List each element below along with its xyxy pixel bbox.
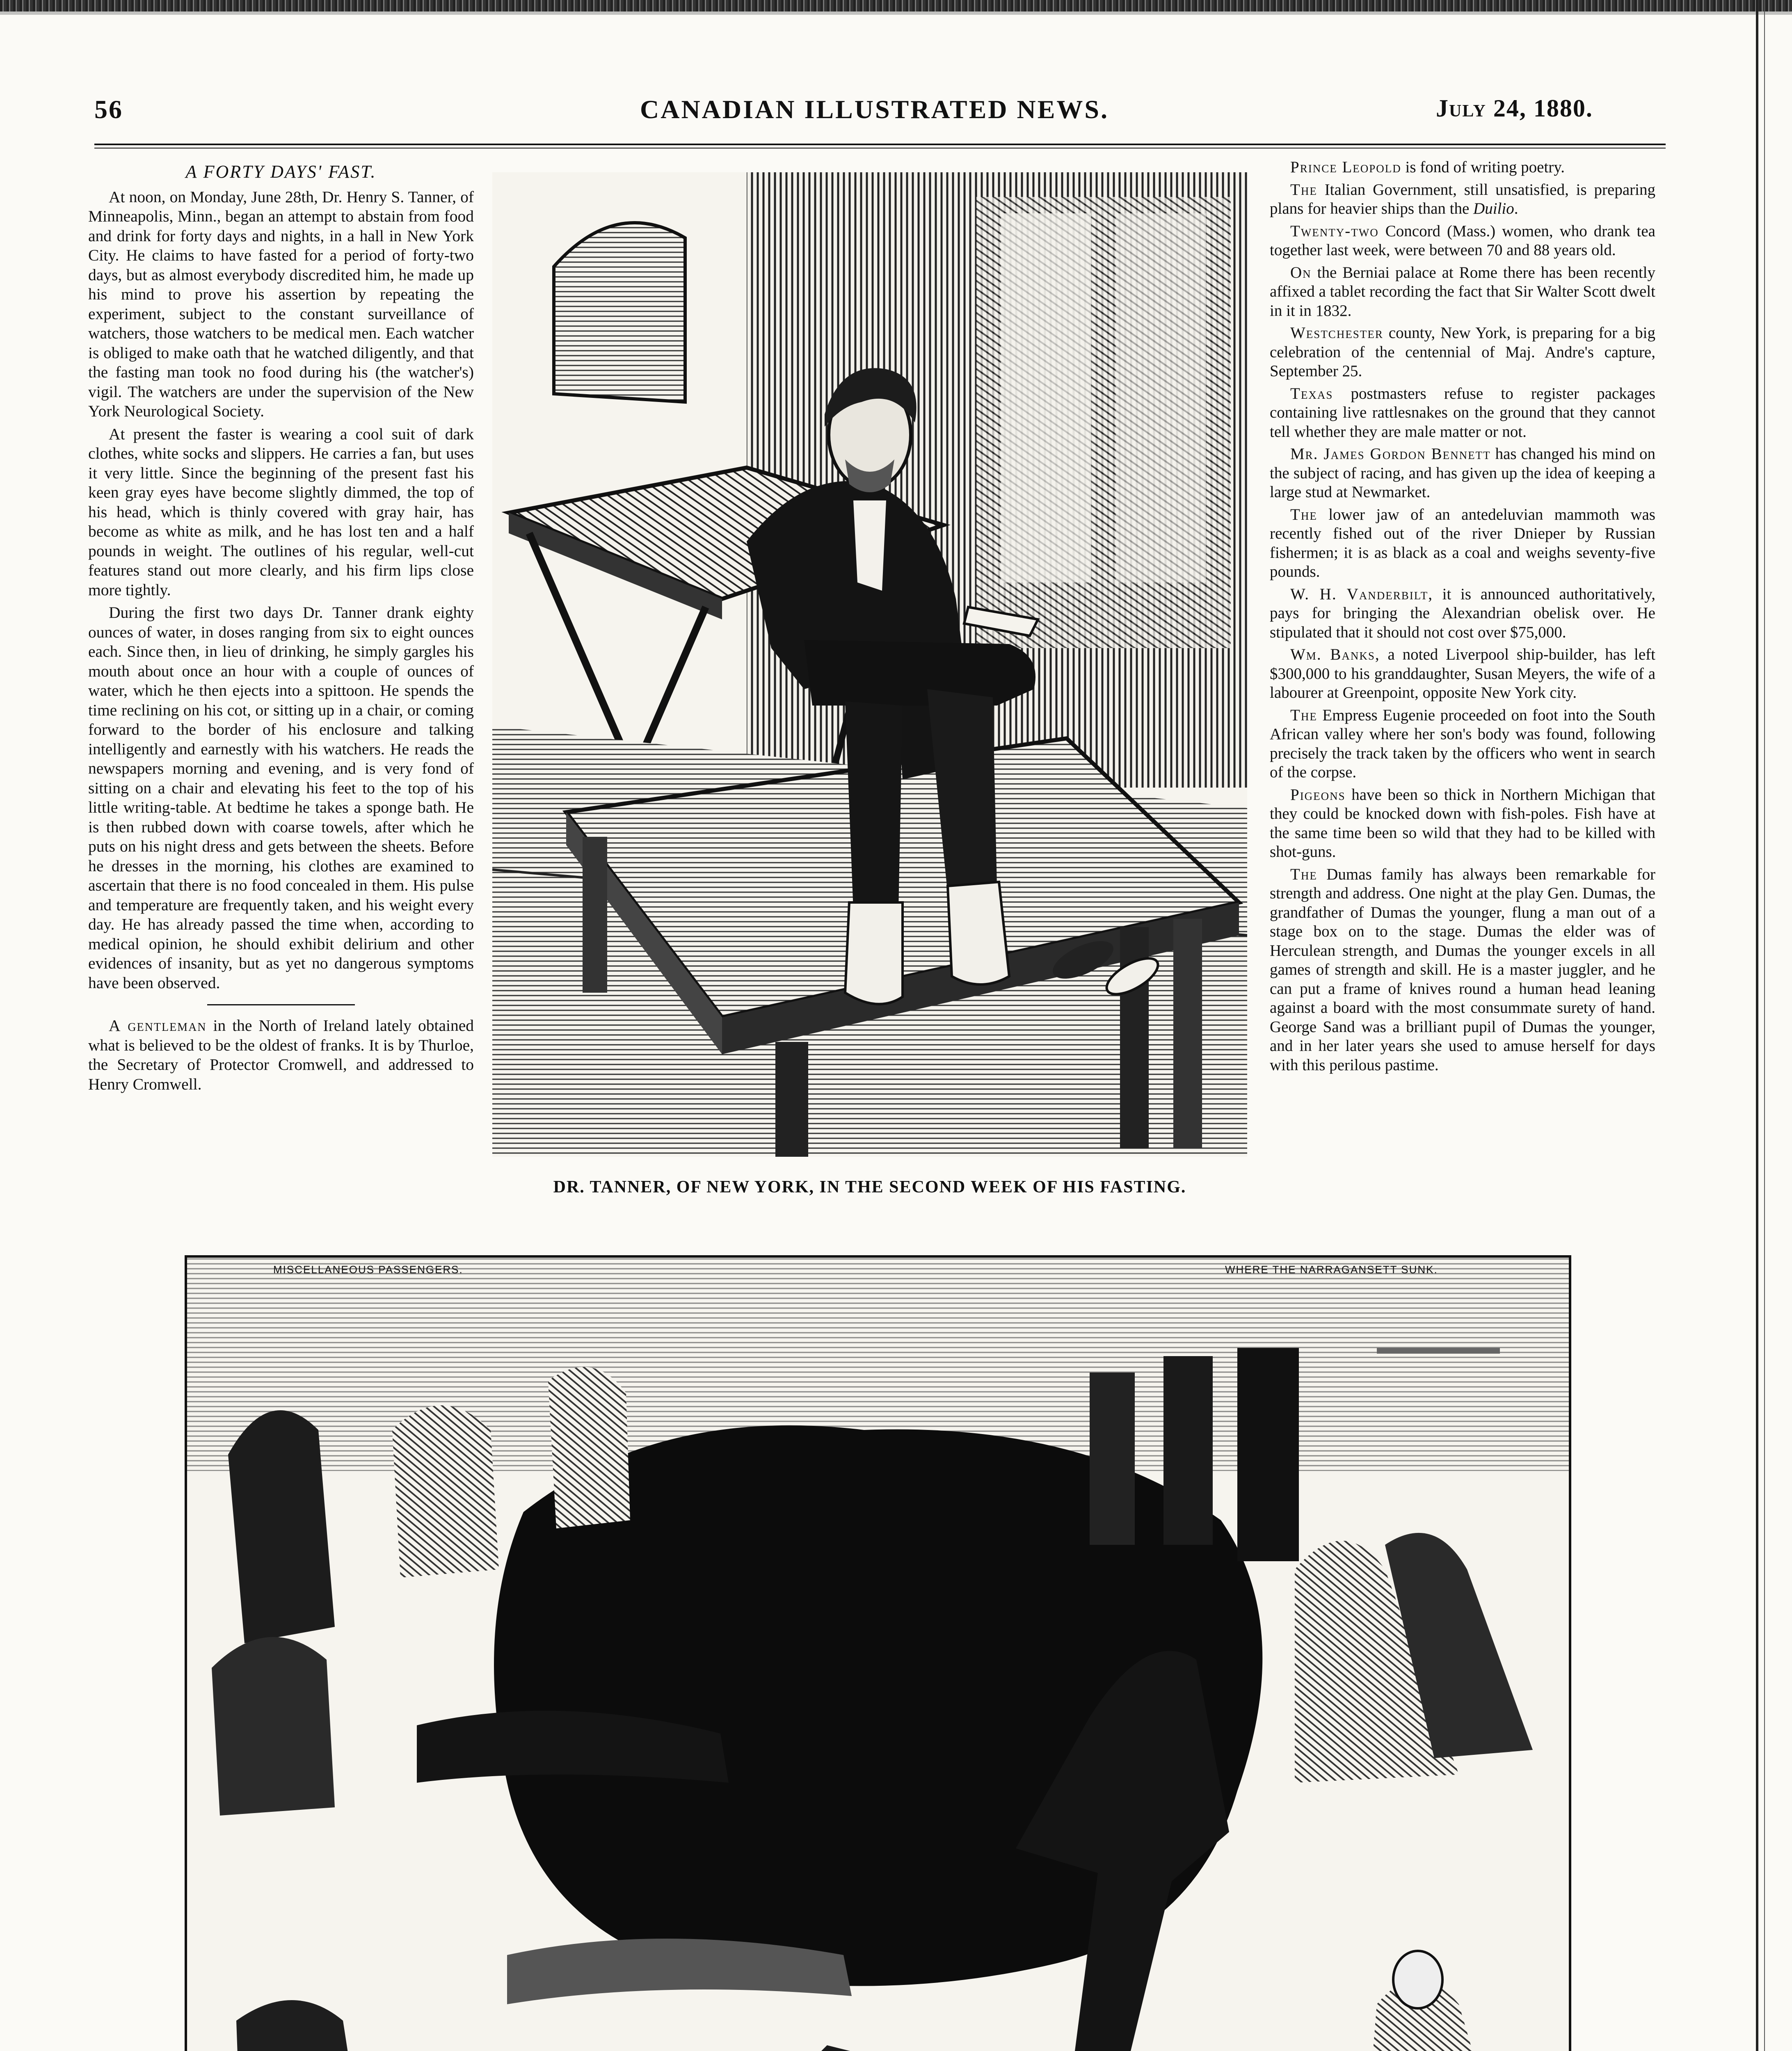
page-number: 56: [94, 95, 123, 124]
tanner-engraving: [492, 172, 1247, 1157]
label-narragansett: WHERE THE NARRAGANSETT SUNK.: [1225, 1263, 1438, 1276]
news-item-lead: Twenty-two: [1290, 222, 1379, 240]
news-item: [1270, 445, 1655, 502]
news-item-text: it is announced authoritatively, pays for bringing the Alexandrian obelisk over. He stipulated that it should not cost over $75,000.: [1270, 585, 1655, 641]
news-item-text: postmasters refuse to register packages containing live rattlesnakes on the ground that they cannot tell whether they are male matter or not.: [1270, 384, 1655, 441]
header-rule: [94, 144, 1666, 145]
news-item: [1270, 324, 1655, 381]
news-item-lead: Mr. James Gordon Bennett: [1290, 445, 1491, 463]
news-item-text: has changed his mind on the subject of racing, and has given up the idea of keeping a large stud at Newmarket.: [1270, 445, 1655, 501]
article-paragraph-1: At noon, on Monday, June 28th, Dr. Henry S. Tanner, of Minneapolis, Minn., began an attempt to abstain from food and drink for forty days and nights, in a hall in New York City. He claims to have fasted for a period of forty-two days, but as almost everybody discredited him, he made up his mind to prove his assertion by repeating the experiment, subject to the constant surveillance of watchers, those watchers to be medical men. Each watcher is obliged to make oath that he watched diligently, and that the fasting man took no food during his (the watcher's) vigil. The watchers are under the supervision of the New York Neurological Society.: [88, 187, 474, 420]
frank-note: [88, 1016, 474, 1094]
tanner-caption: DR. TANNER, OF NEW YORK, IN THE SECOND WEEK OF HIS FASTING.: [553, 1178, 1186, 1197]
scan-right-edge: [1756, 0, 1758, 2051]
scan-top-edge: [0, 0, 1792, 11]
news-item-text: the Berniai palace at Rome there has been recently affixed a tablet recording the fact that Sir Walter Scott dwelt in it in 1832.: [1270, 263, 1655, 320]
frank-note-text: in the North of Ireland lately obtained what is believed to be the oldest of franks. It is by Thurloe, the Secretary of Protector Cromwell, and addressed to Henry Cromwell.: [88, 1016, 474, 1093]
news-item-lead: Prince Leopold: [1290, 158, 1401, 176]
news-item: [1270, 865, 1655, 1075]
frank-note-lead: A gentleman: [109, 1016, 207, 1035]
news-item-text: lower jaw of an antedeluvian mammoth was recently fished out of the river Dnieper by Russian fishermen; it is as black as a coal and weighs seventy-five pounds.: [1270, 505, 1655, 580]
news-item-tail: .: [1514, 200, 1518, 217]
excursion-engraving: [185, 1255, 1571, 2051]
article-paragraph-2: At present the faster is wearing a cool suit of dark clothes, white socks and slippers. He carries a fan, but uses it very little. Since the beginning of the present fast his keen gray eyes have become slightly dimmed, the top of his head, which is thinly covered with gray hair, has become as white as milk, and he has lost ten and a half pounds in weight. The outlines of his regular, well-cut features stand out more clearly, and his firm lips close more tightly.: [88, 425, 474, 599]
news-item-lead: On: [1290, 263, 1312, 281]
news-item: [1270, 706, 1655, 782]
left-column: [88, 162, 474, 1097]
news-item-lead: Pigeons: [1290, 786, 1346, 804]
news-item-italic: Duilio: [1473, 200, 1514, 217]
news-item-text: county, New York, is preparing for a big celebration of the centennial of Maj. Andre's capture, September 25.: [1270, 324, 1655, 380]
article-paragraph-3: During the first two days Dr. Tanner drank eighty ounces of water, in doses ranging from six to eight ounces each. Since then, in lieu of drinking, he simply gargles his mouth about once an hour with a couple of ounces of water, which he then ejects into a spittoon. He spends the time reclining on his cot, or sitting up in a chair, or coming forward to the border of his enclosure and talking intelligently and earnestly with his watchers. He reads the newspapers morning and evening, and is very fond of sitting on a chair and elevating his feet to the top of his little writing-table. At bedtime he takes a sponge bath. He is then rubbed down with coarse towels, after which he puts on his night dress and gets between the sheets. Before he dresses in the morning, his clothes are examined to ascertain that there is no food concealed in them. His pulse and temperature are frequently taken, and his weight every day. He has already passed the time when, according to medical opinion, he should exhibit delirium and other evidences of insanity, but as yet no dangerous symptoms have been observed.: [88, 603, 474, 992]
news-item-text: a noted Liverpool ship-builder, has left $300,000 to his granddaughter, Susan Meyers, the wife of a labourer at Greenpoint, opposite New York city.: [1270, 646, 1655, 701]
news-item: [1270, 505, 1655, 582]
masthead-title: CANADIAN ILLUSTRATED NEWS.: [640, 95, 1109, 124]
news-item-lead: Wm. Banks,: [1290, 646, 1380, 663]
news-item-text: have been so thick in Northern Michigan that they could be knocked down with fish-poles. Fish have at the same time been so wild that they had to be killed with shot-guns.: [1270, 786, 1655, 861]
news-item-text: Empress Eugenie proceeded on foot into the South African valley where her son's body was found, following precisely the track taken by the officers who went in search of the corpse.: [1270, 706, 1655, 781]
news-item-lead: The: [1290, 865, 1317, 883]
news-item: [1270, 158, 1655, 177]
article-heading: A FORTY DAYS' FAST.: [185, 162, 377, 182]
news-item: [1270, 384, 1655, 442]
news-item: [1270, 645, 1655, 703]
news-item-lead: The: [1290, 180, 1317, 199]
news-item-lead: The: [1290, 706, 1317, 724]
column-divider: [207, 1004, 355, 1005]
news-item-lead: Westchester: [1290, 324, 1383, 342]
scan-right-edge-inner: [1764, 0, 1765, 2051]
issue-date: July 24, 1880.: [1436, 95, 1593, 122]
news-item: [1270, 786, 1655, 862]
news-item: [1270, 263, 1655, 321]
news-item-text: Concord (Mass.) women, who drank tea together last week, were between 70 and 88 years old.: [1270, 222, 1655, 259]
news-item-text: Italian Government, still unsatisfied, is preparing plans for heavier ships than the: [1270, 180, 1655, 217]
news-item-text: Dumas family has always been remarkable for strength and address. One night at the play Gen. Dumas, the grandfather of Dumas the younger, flung a man out of a stage box on to the stage. Dumas the elder was of Herculean strength, and Dumas the younger excels in all games of strength and skill. He is a master juggler, and he can put a frame of knives round a human head leaning against a board with the most consummate surety of hand. George Sand was a brilliant pupil of Dumas the younger, and in her later years she used to amuse herself for days with this perilous pastime.: [1270, 865, 1655, 1074]
news-item: [1270, 222, 1655, 260]
news-item-lead: Texas: [1290, 384, 1333, 402]
news-item-lead: The: [1290, 505, 1317, 523]
news-item-lead: W. H. Vanderbilt,: [1290, 585, 1433, 603]
scan-top-shadow: [0, 11, 1792, 15]
news-item: [1270, 585, 1655, 642]
right-column: [1270, 158, 1655, 1078]
news-item: [1270, 180, 1655, 219]
news-item-text: is fond of writing poetry.: [1401, 158, 1565, 176]
label-miscellaneous-passengers: MISCELLANEOUS PASSENGERS.: [273, 1263, 463, 1276]
